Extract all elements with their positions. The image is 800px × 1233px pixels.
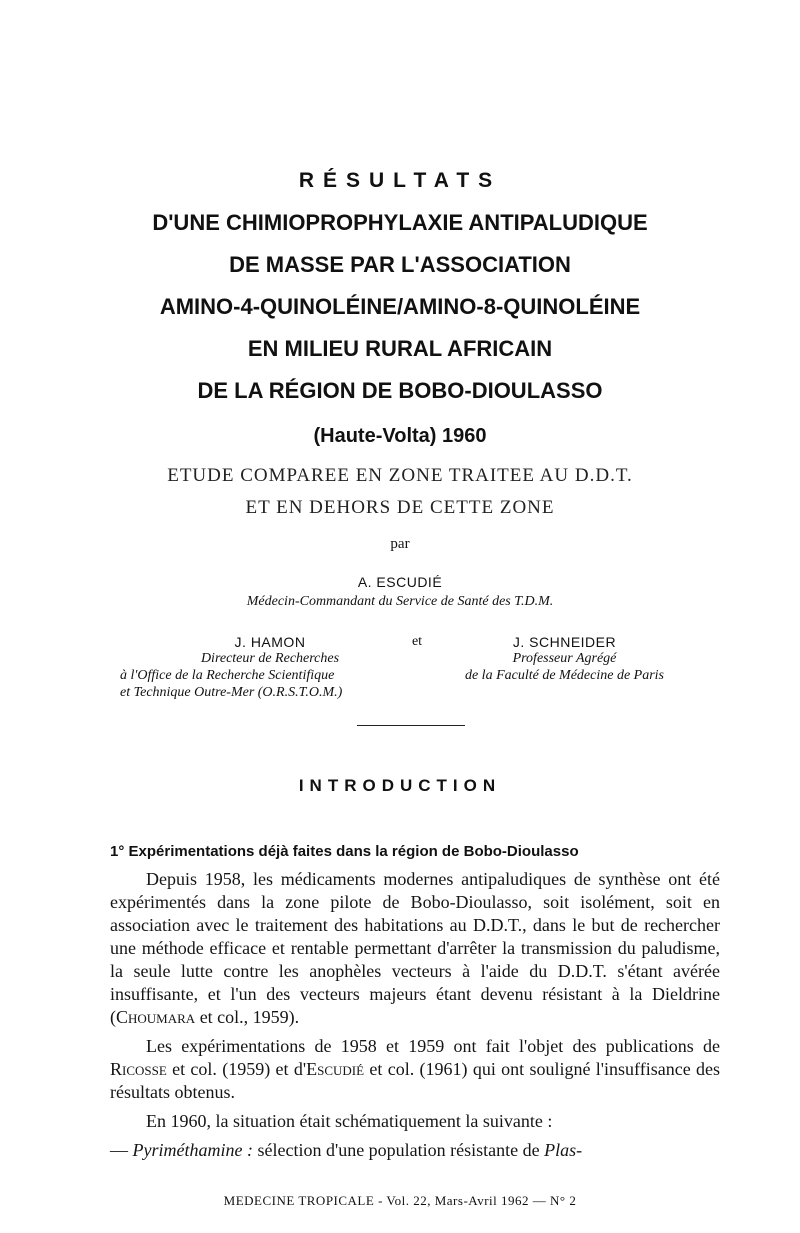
paragraph-4-end: Plas- (544, 1140, 583, 1160)
drug-name: Pyriméthamine : (132, 1140, 253, 1160)
author-right-aff-2: de la Faculté de Médecine de Paris (464, 668, 665, 683)
cited-author: Escudié (306, 1059, 365, 1079)
section-heading: 1° Expérimentations déjà faites dans la région de Bobo-Dioulasso (110, 843, 579, 860)
cited-author: Choumara (116, 1007, 196, 1027)
author-right-aff-1: Professeur Agrégé (512, 651, 617, 666)
article-title (0, 160, 800, 456)
separator-rule (357, 725, 465, 726)
title-location: (Haute-Volta) 1960 (313, 425, 487, 447)
paragraph-1-text: Depuis 1958, les médicaments modernes antipaludiques de synthèse ont été expérimentés dans la zone pilote de Bobo-Dioulasso, soit isolément, soit en association avec le traitement des habitations au D.D.T., dans le but de rechercher une méthode efficace et rentable permettant d'arrêter la transmission du paludisme, la seule lutte contre les anophèles vecteurs à l'aide du D.D.T. s'étant avérée insuffisante, et l'un des vecteurs majeurs étant devenu résistant à la Dieldrine ( (110, 869, 720, 1027)
author-left-name: J. HAMON (234, 634, 306, 650)
paragraph-4-text: sélection d'une population résistante de (252, 1140, 545, 1160)
author-left-aff-2: à l'Office de la Recherche Scientifique (120, 668, 335, 683)
study-subtitle (0, 460, 800, 524)
author-main-name: A. ESCUDIÉ (357, 574, 443, 590)
paragraph-4 (110, 1139, 720, 1162)
paragraph-2-text-end: et col. (1961) qui ont souligné l'insuffisance des résultats obtenus. (110, 1059, 721, 1102)
and-label: et (411, 634, 423, 649)
dash-mark: — (110, 1140, 133, 1160)
author-left (120, 634, 420, 701)
paragraph-1 (110, 868, 720, 1029)
author-right-name: J. SCHNEIDER (512, 634, 617, 650)
title-line-5: EN MILIEU RURAL AFRICAIN (247, 336, 553, 361)
author-main-affiliation: Médecin-Commandant du Service de Santé des T.D.M. (246, 594, 554, 609)
title-line-4: AMINO-4-QUINOLÉINE/AMINO-8-QUINOLÉINE (159, 294, 641, 319)
paragraph-2-text-mid: et col. (1959) et d' (166, 1059, 307, 1079)
author-left-aff-1: Directeur de Recherches (200, 651, 340, 666)
paragraph-1-text-end: et col., 1959). (195, 1007, 300, 1027)
journal-footer: MEDECINE TROPICALE - Vol. 22, Mars-Avril 1962 — N° 2 (223, 1193, 577, 1208)
paragraph-2-text: Les expérimentations de 1958 et 1959 ont fait l'objet des publications de (146, 1036, 720, 1056)
study-line-2: ET EN DEHORS DE CETTE ZONE (245, 497, 555, 518)
by-label: par (390, 536, 410, 552)
title-line-2: D'UNE CHIMIOPROPHYLAXIE ANTIPALUDIQUE (152, 210, 648, 235)
intro-heading: INTRODUCTION (298, 776, 502, 795)
paragraph-3: En 1960, la situation était schématiquement la suivante : (146, 1111, 553, 1131)
author-left-aff-3: et Technique Outre-Mer (O.R.S.T.O.M.) (120, 685, 343, 700)
title-line-1: RÉSULTATS (298, 169, 502, 192)
paragraph-2 (110, 1035, 720, 1104)
body-text (110, 868, 720, 1168)
study-line-1: ETUDE COMPAREE EN ZONE TRAITEE AU D.D.T. (167, 465, 633, 486)
title-line-6: DE LA RÉGION DE BOBO-DIOULASSO (197, 378, 603, 403)
author-right (432, 634, 697, 684)
title-line-3: DE MASSE PAR L'ASSOCIATION (229, 252, 571, 277)
cited-author: Ricosse (110, 1059, 167, 1079)
